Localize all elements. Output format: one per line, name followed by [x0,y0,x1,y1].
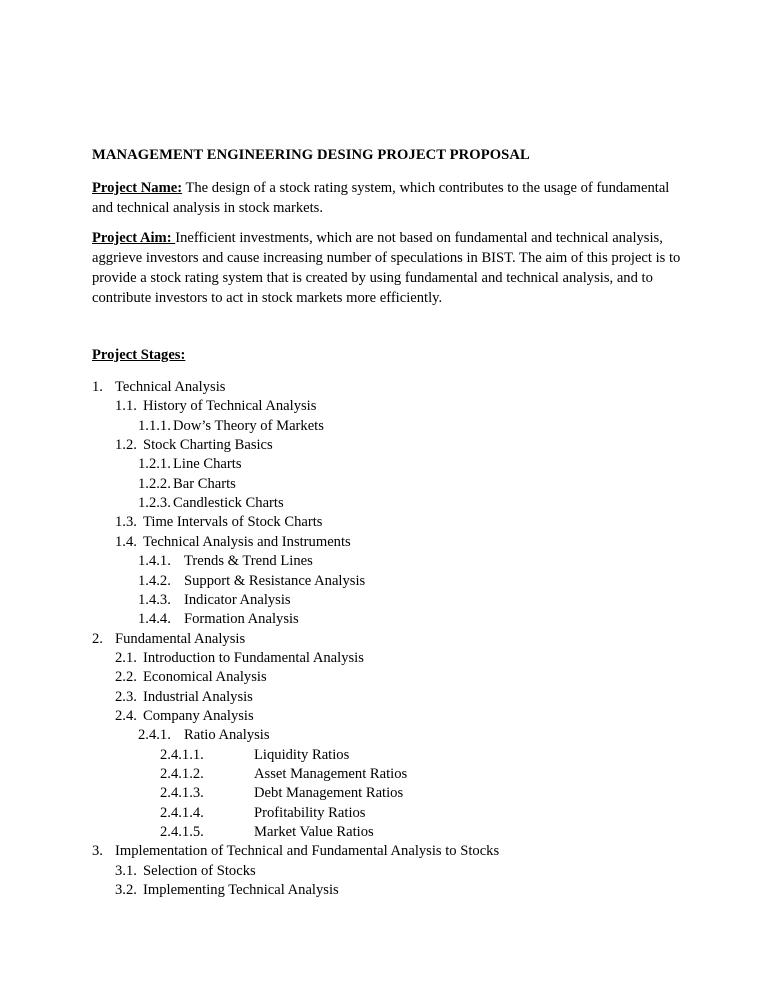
project-name-label: Project Name: [92,180,183,196]
outline-item-text: Profitability Ratios [254,804,366,821]
outline-item-number: 2.4.1.2. [160,766,204,782]
outline-item-number: 3.2. [115,882,137,899]
outline-item-text: Selection of Stocks [143,862,256,879]
outline-item-number: 1.4.3. [138,591,171,608]
outline-item-number: 1.4.1. [138,553,171,570]
outline-item-number: 1.3. [115,514,137,531]
outline-item-text: Dow’s Theory of Markets [173,417,324,434]
outline-item-text: Support & Resistance Analysis [184,572,366,589]
outline-item-number: 2.4.1. [138,727,171,744]
outline-item-text: Time Intervals of Stock Charts [143,514,323,531]
project-aim-label: Project Aim: [92,230,176,246]
outline-item-text: Formation Analysis [184,611,299,628]
outline-item-number: 1. [92,379,103,395]
outline-item-text: Industrial Analysis [143,688,253,705]
outline-item-text: Indicator Analysis [184,591,291,608]
outline-item-number: 1.4. [115,533,137,550]
outline-item-text: Technical Analysis [115,379,226,395]
project-aim-paragraph [92,228,692,308]
outline-item-number: 1.4.4. [138,611,171,628]
project-name-paragraph [92,178,692,218]
outline-item-number: 1.2.3. [138,495,171,512]
outline-item-text: Implementing Technical Analysis [143,882,339,899]
outline-item-text: Debt Management Ratios [254,785,404,802]
outline-item-number: 1.2.2. [138,475,171,492]
outline-item-text: Trends & Trend Lines [184,553,313,570]
outline-item-number: 1.4.2. [138,572,171,589]
outline-item-number: 1.2.1. [138,456,171,473]
outline-item-number: 2.4. [115,707,137,724]
outline-item-text: Liquidity Ratios [254,746,350,763]
outline-item-number: 2. [92,630,103,647]
document-title: MANAGEMENT ENGINEERING DESING PROJECT PROPOSAL [92,147,530,163]
project-name-text: The design of a stock rating system, which contributes to the usage of fundamental and technical analysis in stock markets. [92,180,670,216]
project-stages-heading: Project Stages: [92,347,186,363]
outline-item-text: Stock Charting Basics [143,437,273,454]
outline-item-text: Implementation of Technical and Fundamental Analysis to Stocks [115,843,500,860]
outline-item-text: Ratio Analysis [184,727,270,744]
outline-item-text: Technical Analysis and Instruments [143,533,351,550]
outline-item-number: 2.4.1.3. [160,785,204,802]
outline-item-text: Economical Analysis [143,669,267,686]
outline-item-number: 2.3. [115,688,137,705]
outline-item-text: Bar Charts [173,475,236,492]
outline-item-number: 1.1. [115,398,137,415]
outline-item-number: 2.4.1.4. [160,804,204,821]
outline-item-text: Company Analysis [143,707,254,724]
outline-item-number: 1.2. [115,437,137,454]
outline-item-text: Fundamental Analysis [115,630,246,647]
outline-item-text: Market Value Ratios [254,824,374,841]
outline-item-text: Candlestick Charts [173,495,284,512]
outline-item-number: 2.4.1.5. [160,824,204,841]
outline-item-text: Introduction to Fundamental Analysis [143,649,364,666]
outline-item-number: 1.1.1. [138,417,171,434]
outline-item-number: 2.4.1.1. [160,746,204,763]
outline-item-number: 3. [92,843,103,860]
outline-item-text: Asset Management Ratios [254,766,408,782]
outline-item-number: 2.1. [115,649,137,666]
outline-item-number: 3.1. [115,862,137,879]
outline-item-text: Line Charts [173,456,242,473]
project-aim-text: Inefficient investments, which are not based on fundamental and technical analysis, aggrieve investors and cause increasing number of speculations in BIST. The aim of this project is to provide a stock rating system that is created by using fundamental and technical analysis, and to contribute investors to act in stock markets more efficiently. [92,230,681,306]
outline-item-number: 2.2. [115,669,137,686]
outline-item-text: History of Technical Analysis [143,398,317,415]
